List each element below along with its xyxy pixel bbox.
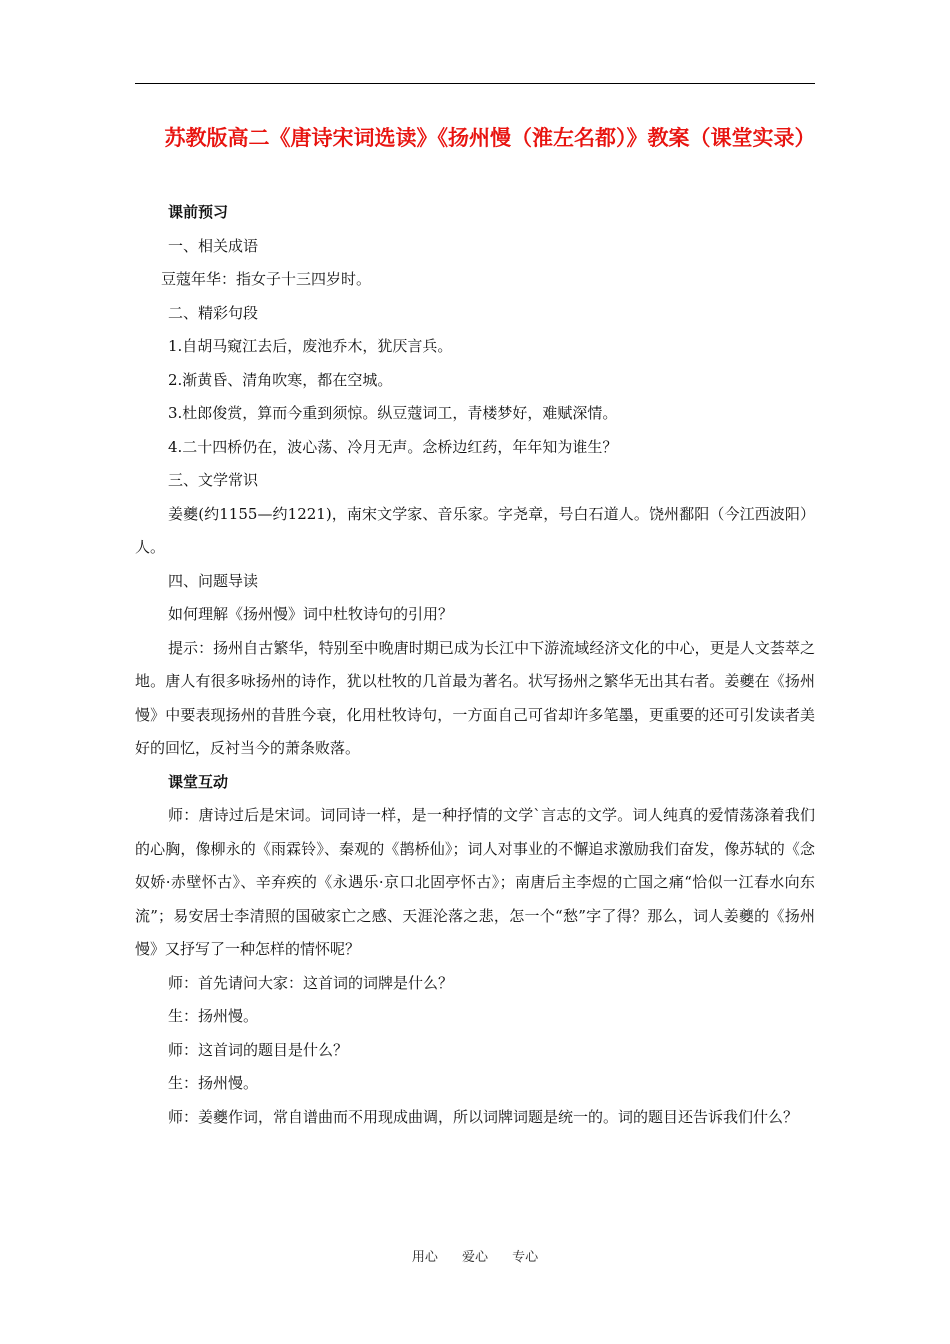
paragraph: 姜夔(约1155—约1221)，南宋文学家、音乐家。字尧章，号白石道人。饶州鄱阳（今江西波阳）人。 (135, 504, 815, 556)
paragraph: 生：扬州慢。 (168, 1007, 259, 1025)
page-footer (0, 1246, 950, 1265)
paragraph: 2.渐黄昏、清角吹寒，都在空城。 (168, 370, 393, 389)
paragraph: 提示：扬州自古繁华，特别至中晚唐时期已成为长江中下游流域经济文化的中心，更是人文荟萃之地。唐人有很多咏扬州的诗作，犹以杜牧的几首最为著名。状写扬州之繁华无出其右者。姜夔在《扬州慢》中要表现扬州的昔胜今衰，化用杜牧诗句，一方面自己可省却许多笔墨，更重要的还可引发读者美好的回忆，反衬当今的萧条败落。 (135, 638, 815, 757)
paragraph: 3.杜郎俊赏，算而今重到须惊。纵豆蔻词工，青楼梦好，难赋深情。 (168, 404, 618, 422)
paragraph: 4.二十四桥仍在，波心荡、冷月无声。念桥边红药，年年知为谁生？ (168, 437, 618, 456)
paragraph: 如何理解《扬州慢》词中杜牧诗句的引用？ (168, 605, 454, 623)
paragraph: 师：这首词的题目是什么？ (168, 1040, 349, 1059)
paragraph: 师：首先请问大家：这首词的词牌是什么？ (168, 973, 454, 992)
paragraph: 豆蔻年华：指女子十三四岁时。 (161, 270, 372, 288)
paragraph: 师：姜夔作词，常自谱曲而不用现成曲调，所以词牌词题是统一的。词的题目还告诉我们什么？ (168, 1107, 799, 1126)
document-body (135, 196, 815, 1134)
section-heading: 课前预习 (168, 203, 229, 221)
paragraph: 生：扬州慢。 (168, 1074, 259, 1092)
paragraph: 三、文学常识 (168, 471, 259, 489)
footer-text: 专心 (512, 1250, 539, 1265)
paragraph: 师：唐诗过后是宋词。词同诗一样，是一种抒情的文学`言志的文学。词人纯真的爱情荡涤着我们的心胸，像柳永的《雨霖铃》、秦观的《鹊桥仙》；词人对事业的不懈追求激励我们奋发，像苏轼的《念奴娇·赤壁怀古》、辛弃疾的《永遇乐·京口北固亭怀古》；南唐后主李煜的亡国之痛“恰似一江春水向东流”；易安居士李清照的国破家亡之感、天涯沦落之悲，怎一个“愁”字了得？那么，词人姜夔的《扬州慢》又抒写了一种怎样的情怀呢？ (135, 806, 815, 958)
paragraph: 1.自胡马窥江去后，废池乔木，犹厌言兵。 (168, 337, 453, 355)
footer-text: 爱心 (461, 1250, 488, 1265)
paragraph: 四、问题导读 (168, 571, 259, 590)
document-title: 苏教版高二《唐诗宋词选读》《扬州慢（淮左名都）》教案（课堂实录） (164, 125, 816, 150)
paragraph: 二、精彩句段 (168, 303, 259, 322)
paragraph: 一、相关成语 (168, 236, 259, 255)
footer-text: 用心 (411, 1250, 438, 1265)
section-heading: 课堂互动 (168, 772, 229, 791)
header-rule (135, 83, 815, 84)
